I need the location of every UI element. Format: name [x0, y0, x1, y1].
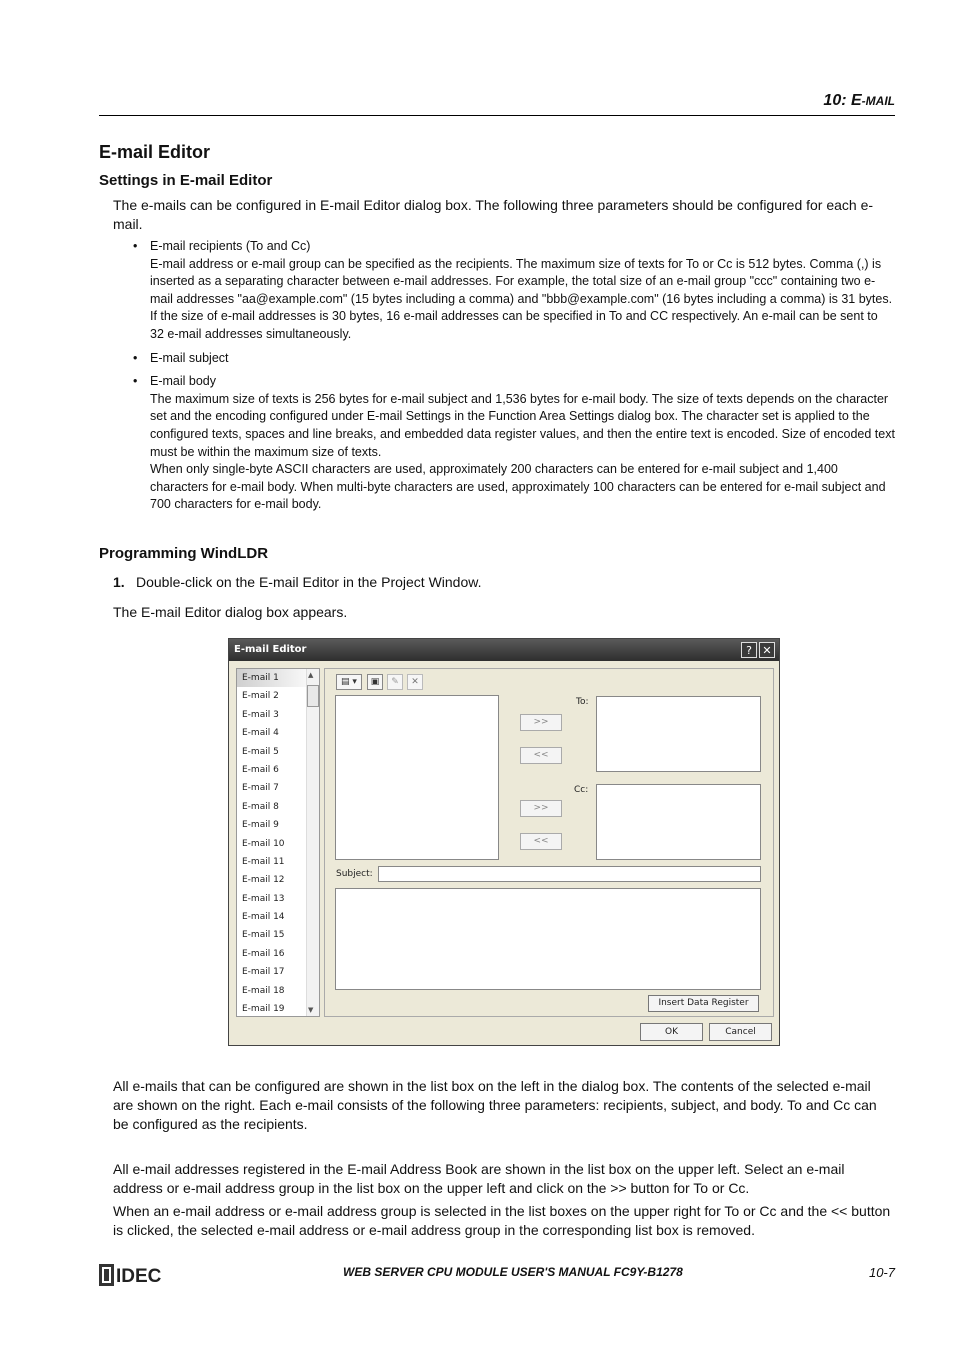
help-button[interactable]: ? — [741, 642, 757, 658]
idec-logo — [99, 1264, 171, 1291]
header-rule — [99, 115, 895, 116]
email-list-item[interactable]: E-mail 12 — [242, 875, 285, 886]
address-book-list[interactable] — [335, 695, 499, 860]
programming-heading: Programming WindLDR — [99, 545, 269, 562]
ok-button[interactable]: OK — [640, 1023, 703, 1041]
email-list-item[interactable]: E-mail 2 — [242, 691, 279, 702]
email-list-item[interactable]: E-mail 9 — [242, 820, 279, 831]
manual-title: WEB SERVER CPU MODULE USER'S MANUAL FC9Y-B1278 — [343, 1265, 683, 1279]
to-list[interactable] — [596, 696, 761, 772]
close-button[interactable]: ✕ — [759, 642, 775, 658]
body-paragraph-1: All e-mails that can be configured are shown in the list box on the left in the dialog box. The contents of the selected e-mail are shown on the right. Each e-mail consists of the following three parameters: recipients, subject, and body. To and Cc can be configured as the recipients. — [113, 1078, 877, 1132]
remove-to-button[interactable]: << — [520, 747, 562, 764]
body-textarea[interactable] — [335, 888, 761, 990]
email-list-item[interactable]: E-mail 3 — [242, 709, 279, 720]
scroll-up-icon[interactable]: ▲ — [308, 671, 314, 679]
email-list-item[interactable]: E-mail 5 — [242, 746, 279, 757]
svg-text:IDEC: IDEC — [116, 1266, 162, 1286]
email-list-item[interactable]: E-mail 4 — [242, 728, 279, 739]
scroll-thumb[interactable] — [307, 685, 319, 707]
email-list-item[interactable]: E-mail 11 — [242, 856, 285, 867]
email-editor-dialog — [228, 638, 780, 1046]
email-list-item[interactable]: E-mail 13 — [242, 893, 285, 904]
subject-label: Subject: — [336, 869, 373, 879]
edit-icon[interactable]: ✎ — [387, 674, 403, 690]
email-list-item[interactable]: E-mail 14 — [242, 912, 285, 923]
add-cc-button[interactable]: >> — [520, 800, 562, 817]
list-scrollbar[interactable] — [306, 669, 319, 1016]
to-label: To: — [576, 697, 589, 707]
list-item: • E-mail subject — [133, 350, 895, 368]
list-item: • E-mail body The maximum size of texts is 256 bytes for e-mail subject and 1,536 bytes for e-mail body. The size of texts depends on the character set and the encoding configured under E-mail Settings in the Function Area Settings dialog box. The character set is applied to the configured texts, spaces and line breaks, and embedded data register values, and then the entire text is encoded. Size of encoded text must be within the maximum size of texts. When only single-byte ASCII characters are used, approximately 200 characters can be entered for e-mail subject and 1,400 characters for e-mail body. When multi-byte characters are used, approximately 100 characters can be entered for e-mail subject and 700 characters for e-mail body. — [133, 373, 895, 514]
delete-icon[interactable]: ✕ — [407, 674, 423, 690]
email-list-item[interactable]: E-mail 8 — [242, 801, 279, 812]
step-1: 1. Double-click on the E-mail Editor in the Project Window. — [113, 574, 482, 590]
insert-data-register-button[interactable]: Insert Data Register — [648, 995, 759, 1012]
remove-cc-button[interactable]: << — [520, 833, 562, 850]
parameter-list — [133, 238, 895, 520]
email-list-item[interactable]: E-mail 7 — [242, 783, 279, 794]
address-book-icon[interactable]: ▣ — [367, 674, 383, 690]
email-list-item[interactable]: E-mail 15 — [242, 930, 285, 941]
body-paragraph-2: All e-mail addresses registered in the E-mail Address Book are shown in the list box on the upper left. Select an e-mail address or e-mail address group in the list box on the upper left and click on the >> button for To or Cc. — [113, 1161, 845, 1196]
chapter-header: 10: E-MAIL — [823, 92, 895, 109]
dialog-title: E-mail Editor — [229, 639, 779, 661]
body-paragraph-3: When an e-mail address or e-mail address group is selected in the list boxes on the upper right for To or Cc and the << button is clicked, the selected e-mail address or e-mail address group in the corresponding list box is removed. — [113, 1203, 891, 1238]
settings-heading: Settings in E-mail Editor — [99, 172, 273, 189]
cancel-button[interactable]: Cancel — [709, 1023, 772, 1041]
email-list-item[interactable]: E-mail 18 — [242, 985, 285, 996]
subject-input[interactable] — [378, 866, 761, 882]
view-dropdown-icon[interactable]: ▤ ▾ — [336, 674, 362, 690]
email-list-item[interactable]: E-mail 6 — [242, 764, 279, 775]
email-list-item[interactable]: E-mail 17 — [242, 967, 285, 978]
section-title: E-mail Editor — [99, 142, 211, 162]
cc-list[interactable] — [596, 784, 761, 860]
list-item: • E-mail recipients (To and Cc) E-mail address or e-mail group can be specified as the recipients. The maximum size of texts for To or Cc is 512 bytes. Comma (,) is inserted as a separating character between e-mail addresses. For example, the total size of an e-mail group "ccc" containing two e-mail addresses "aa@example.com" (15 bytes including a comma) and "bbb@example.com" (16 bytes including a comma) is 31 bytes. If the size of e-mail addresses is 30 bytes, 16 e-mail addresses can be specified in To and CC respectively. An e-mail can be sent to 32 e-mail addresses simultaneously. — [133, 238, 895, 344]
email-list[interactable] — [236, 668, 320, 1017]
email-list-item[interactable]: E-mail 19 — [242, 1004, 285, 1015]
settings-intro: The e-mails can be configured in E-mail Editor dialog box. The following three parameters should be configured for each e-mail. — [113, 197, 874, 232]
step-result: The E-mail Editor dialog box appears. — [113, 604, 348, 620]
scroll-down-icon[interactable]: ▼ — [308, 1006, 314, 1014]
cc-label: Cc: — [574, 785, 589, 795]
email-list-item[interactable]: E-mail 16 — [242, 948, 285, 959]
email-list-item[interactable]: E-mail 1 — [237, 669, 319, 687]
page-number: 10-7 — [868, 1265, 895, 1280]
add-to-button[interactable]: >> — [520, 714, 562, 731]
email-list-item[interactable]: E-mail 10 — [242, 838, 285, 849]
